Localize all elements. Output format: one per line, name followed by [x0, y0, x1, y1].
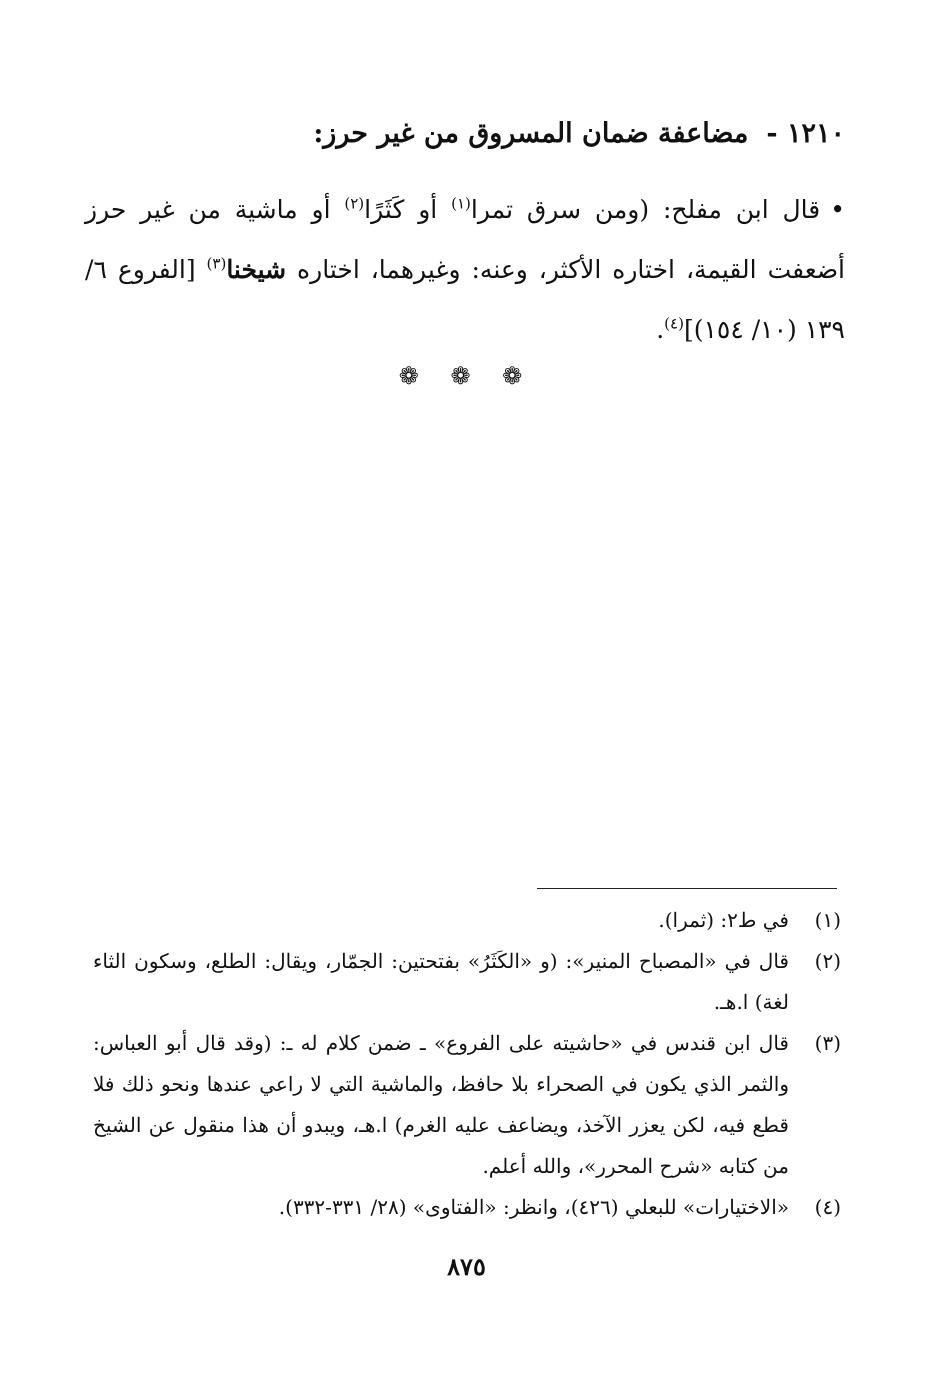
- footnote-2: [93, 941, 841, 1023]
- footnote-text: «الاختيارات» للبعلي (٤٢٦)، وانظر: «الفتاوى» (٢٨/ ٣٣١-٣٣٢).: [278, 1195, 789, 1219]
- footnote-ref-3[interactable]: (٣): [206, 254, 227, 273]
- footnote-number: (١): [814, 908, 841, 932]
- entry-number: ١٢١٠ -: [766, 118, 845, 149]
- footnote-number: (٢): [814, 949, 841, 973]
- footnote-ref-1[interactable]: (١): [451, 194, 471, 213]
- footnote-3: [93, 1023, 841, 1187]
- footnote-ref-4[interactable]: (٤): [664, 314, 684, 333]
- entry-body: [85, 180, 845, 360]
- ornament-divider: ❁ ❁ ❁: [398, 362, 535, 390]
- footnote-1: [93, 900, 841, 941]
- footnote-text: قال في «المصباح المنير»: (و «الكَثَرُ» بفتحتين: الجمّار، ويقال: الطلع، وسكون الثاء لغة) ا.هـ.: [93, 949, 789, 1014]
- bullet-icon: •: [830, 195, 846, 224]
- body-text-2: أو كَثَرًا: [364, 195, 452, 224]
- footnote-number: (٤): [814, 1195, 841, 1219]
- entry-heading: [85, 112, 845, 156]
- entry-paragraph: [85, 180, 845, 360]
- footnote-text: قال ابن قندس في «حاشيته على الفروع» ـ ضمن كلام له ـ: (وقد قال أبو العباس: والثمر الذي يكون في الصحراء بلا حافظ، والماشية التي لا راعي عندها ونحو ذلك فلا قطع فيه، لكن يعزر الآخذ، ويضاعف عليه الغرم) ا.هـ، ويبدو أن هذا منقول عن الشيخ من كتابه «شرح المحرر»، والله أعلم.: [93, 1031, 789, 1178]
- shaykh-term: شيخنا: [226, 255, 287, 284]
- footnote-text: في ط٢: (ثمرا).: [658, 908, 789, 932]
- source-citation: [الفروع ٦/ ١٣٩ (١٠/ ١٥٤)]: [85, 255, 845, 344]
- footnote-number: (٣): [814, 1031, 841, 1055]
- entry-title: مضاعفة ضمان المسروق من غير حرز:: [313, 118, 749, 149]
- body-text-1: قال ابن مفلح: (ومن سرق تمرا: [470, 195, 821, 224]
- footnotes-section: [93, 900, 841, 1228]
- body-text-end: .: [656, 315, 665, 344]
- body-text-3: أو ماشية من غير حرز أضعفت القيمة، اختاره الأكثر، وعنه: وغيرهما، اختاره: [85, 195, 845, 284]
- footnote-4: [93, 1187, 841, 1228]
- page-number: ٨٧٥: [447, 1252, 486, 1281]
- footnote-ref-2[interactable]: (٢): [344, 194, 365, 213]
- footnote-separator: [537, 888, 837, 889]
